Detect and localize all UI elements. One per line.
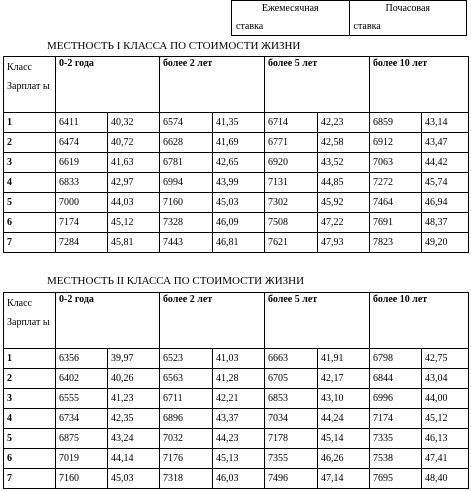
hourly-rate-cell: 45,03 [213, 193, 265, 213]
header-tenure-3: более 5 лет [265, 293, 370, 349]
hourly-rate-cell: 47,93 [318, 233, 370, 253]
monthly-rate-cell: 6798 [370, 349, 422, 369]
salary-class-number: 7 [4, 233, 56, 253]
monthly-rate-cell: 7508 [265, 213, 318, 233]
table-row [4, 469, 469, 489]
table-row [4, 389, 469, 409]
legend-monthly-rate [232, 1, 349, 35]
table-row [4, 233, 469, 253]
hourly-rate-cell: 43,37 [213, 409, 265, 429]
monthly-rate-cell: 6563 [160, 369, 213, 389]
legend-hourly-label: Почасовая [385, 3, 430, 14]
monthly-rate-cell: 7174 [56, 213, 108, 233]
header-tenure-4: более 10 лет [370, 293, 469, 349]
monthly-rate-cell: 7063 [370, 153, 422, 173]
monthly-rate-cell: 6619 [56, 153, 108, 173]
monthly-rate-cell: 7176 [160, 449, 213, 469]
table-row [4, 133, 469, 153]
salary-class-number: 3 [4, 153, 56, 173]
section-title: МЕСТНОСТЬ II КЛАССА ПО СТОИМОСТИ ЖИЗНИ [47, 275, 305, 287]
hourly-rate-cell: 48,37 [422, 213, 469, 233]
hourly-rate-cell: 41,35 [213, 113, 265, 133]
hourly-rate-cell: 49,20 [422, 233, 469, 253]
hourly-rate-cell: 42,35 [108, 409, 160, 429]
hourly-rate-cell: 41,69 [213, 133, 265, 153]
hourly-rate-cell: 45,13 [213, 449, 265, 469]
salary-class-number: 6 [4, 213, 56, 233]
monthly-rate-cell: 7823 [370, 233, 422, 253]
monthly-rate-cell: 7032 [160, 429, 213, 449]
header-tenure-1: 0-2 года [56, 57, 160, 113]
hourly-rate-cell: 40,72 [108, 133, 160, 153]
table-row [4, 369, 469, 389]
monthly-rate-cell: 7318 [160, 469, 213, 489]
salary-class-number: 4 [4, 409, 56, 429]
monthly-rate-cell: 6771 [265, 133, 318, 153]
salary-class-number: 2 [4, 369, 56, 389]
monthly-rate-cell: 6474 [56, 133, 108, 153]
hourly-rate-cell: 41,28 [213, 369, 265, 389]
header-tenure-2: более 2 лет [160, 293, 265, 349]
hourly-rate-cell: 43,14 [422, 113, 469, 133]
hourly-rate-cell: 43,04 [422, 369, 469, 389]
header-row [4, 57, 469, 113]
monthly-rate-cell: 6356 [56, 349, 108, 369]
hourly-rate-cell: 45,81 [108, 233, 160, 253]
monthly-rate-cell: 7538 [370, 449, 422, 469]
hourly-rate-cell: 42,17 [318, 369, 370, 389]
salary-class-number: 7 [4, 469, 56, 489]
monthly-rate-cell: 6996 [370, 389, 422, 409]
monthly-rate-cell: 6833 [56, 173, 108, 193]
salary-class-number: 3 [4, 389, 56, 409]
header-tenure-3: более 5 лет [265, 57, 370, 113]
hourly-rate-cell: 45,74 [422, 173, 469, 193]
monthly-rate-cell: 6523 [160, 349, 213, 369]
hourly-rate-cell: 45,14 [318, 429, 370, 449]
monthly-rate-cell: 7328 [160, 213, 213, 233]
monthly-rate-cell: 7284 [56, 233, 108, 253]
header-row [4, 293, 469, 349]
table-row [4, 113, 469, 133]
header-salary-class: Класс Зарплат ы [4, 57, 56, 113]
monthly-rate-cell: 6859 [370, 113, 422, 133]
hourly-rate-cell: 44,14 [108, 449, 160, 469]
hourly-rate-cell: 41,03 [213, 349, 265, 369]
hourly-rate-cell: 43,99 [213, 173, 265, 193]
legend-hourly-rate [349, 1, 467, 35]
hourly-rate-cell: 41,63 [108, 153, 160, 173]
header-tenure-2: более 2 лет [160, 57, 265, 113]
hourly-rate-cell: 43,10 [318, 389, 370, 409]
monthly-rate-cell: 7034 [265, 409, 318, 429]
hourly-rate-cell: 42,97 [108, 173, 160, 193]
hourly-rate-cell: 44,00 [422, 389, 469, 409]
hourly-rate-cell: 47,14 [318, 469, 370, 489]
table-row [4, 409, 469, 429]
hourly-rate-cell: 44,03 [108, 193, 160, 213]
monthly-rate-cell: 6920 [265, 153, 318, 173]
hourly-rate-cell: 41,23 [108, 389, 160, 409]
monthly-rate-cell: 7272 [370, 173, 422, 193]
monthly-rate-cell: 6402 [56, 369, 108, 389]
salary-class-number: 5 [4, 429, 56, 449]
hourly-rate-cell: 39,97 [108, 349, 160, 369]
monthly-rate-cell: 6555 [56, 389, 108, 409]
hourly-rate-cell: 46,03 [213, 469, 265, 489]
monthly-rate-cell: 6705 [265, 369, 318, 389]
hourly-rate-cell: 45,03 [108, 469, 160, 489]
table-row [4, 449, 469, 469]
table-row [4, 153, 469, 173]
table-row [4, 429, 469, 449]
legend-hourly-label-2: ставка [353, 21, 381, 32]
hourly-rate-cell: 43,24 [108, 429, 160, 449]
monthly-rate-cell: 7302 [265, 193, 318, 213]
hourly-rate-cell: 46,81 [213, 233, 265, 253]
hourly-rate-cell: 48,40 [422, 469, 469, 489]
monthly-rate-cell: 7160 [56, 469, 108, 489]
monthly-rate-cell: 6994 [160, 173, 213, 193]
hourly-rate-cell: 40,32 [108, 113, 160, 133]
hourly-rate-cell: 46,13 [422, 429, 469, 449]
monthly-rate-cell: 7621 [265, 233, 318, 253]
hourly-rate-cell: 42,58 [318, 133, 370, 153]
header-tenure-1: 0-2 года [56, 293, 160, 349]
section-title: МЕСТНОСТЬ I КЛАССА ПО СТОИМОСТИ ЖИЗНИ [47, 40, 301, 52]
header-tenure-4: более 10 лет [370, 57, 469, 113]
legend-monthly-label-2: ставка [236, 21, 264, 32]
salary-class-number: 2 [4, 133, 56, 153]
hourly-rate-cell: 42,23 [318, 113, 370, 133]
hourly-rate-cell: 46,26 [318, 449, 370, 469]
monthly-rate-cell: 7131 [265, 173, 318, 193]
monthly-rate-cell: 6714 [265, 113, 318, 133]
monthly-rate-cell: 6574 [160, 113, 213, 133]
salary-class-number: 5 [4, 193, 56, 213]
salary-table-class-2 [3, 292, 469, 489]
salary-class-number: 6 [4, 449, 56, 469]
monthly-rate-cell: 7695 [370, 469, 422, 489]
monthly-rate-cell: 6628 [160, 133, 213, 153]
hourly-rate-cell: 44,42 [422, 153, 469, 173]
hourly-rate-cell: 42,65 [213, 153, 265, 173]
hourly-rate-cell: 40,26 [108, 369, 160, 389]
monthly-rate-cell: 7019 [56, 449, 108, 469]
monthly-rate-cell: 6896 [160, 409, 213, 429]
hourly-rate-cell: 43,52 [318, 153, 370, 173]
hourly-rate-cell: 41,91 [318, 349, 370, 369]
hourly-rate-cell: 47,41 [422, 449, 469, 469]
table-row [4, 193, 469, 213]
monthly-rate-cell: 6912 [370, 133, 422, 153]
monthly-rate-cell: 6853 [265, 389, 318, 409]
monthly-rate-cell: 6411 [56, 113, 108, 133]
table-row [4, 173, 469, 193]
monthly-rate-cell: 7178 [265, 429, 318, 449]
monthly-rate-cell: 7355 [265, 449, 318, 469]
hourly-rate-cell: 44,85 [318, 173, 370, 193]
hourly-rate-cell: 45,12 [108, 213, 160, 233]
monthly-rate-cell: 7691 [370, 213, 422, 233]
salary-class-number: 4 [4, 173, 56, 193]
hourly-rate-cell: 42,21 [213, 389, 265, 409]
monthly-rate-cell: 7335 [370, 429, 422, 449]
table-row [4, 349, 469, 369]
hourly-rate-cell: 45,12 [422, 409, 469, 429]
salary-table-class-1 [3, 56, 469, 253]
monthly-rate-cell: 7160 [160, 193, 213, 213]
salary-class-number: 1 [4, 349, 56, 369]
monthly-rate-cell: 6781 [160, 153, 213, 173]
monthly-rate-cell: 7000 [56, 193, 108, 213]
hourly-rate-cell: 44,23 [213, 429, 265, 449]
monthly-rate-cell: 7443 [160, 233, 213, 253]
hourly-rate-cell: 43,47 [422, 133, 469, 153]
hourly-rate-cell: 42,75 [422, 349, 469, 369]
monthly-rate-cell: 7174 [370, 409, 422, 429]
salary-class-number: 1 [4, 113, 56, 133]
hourly-rate-cell: 47,22 [318, 213, 370, 233]
hourly-rate-cell: 46,09 [213, 213, 265, 233]
monthly-rate-cell: 7496 [265, 469, 318, 489]
monthly-rate-cell: 6663 [265, 349, 318, 369]
header-salary-class: Класс Зарплат ы [4, 293, 56, 349]
monthly-rate-cell: 6711 [160, 389, 213, 409]
monthly-rate-cell: 6875 [56, 429, 108, 449]
table-row [4, 213, 469, 233]
legend-monthly-label: Ежемесячная [261, 3, 319, 14]
monthly-rate-cell: 7464 [370, 193, 422, 213]
rate-legend [231, 0, 467, 36]
hourly-rate-cell: 46,94 [422, 193, 469, 213]
hourly-rate-cell: 45,92 [318, 193, 370, 213]
monthly-rate-cell: 6844 [370, 369, 422, 389]
hourly-rate-cell: 44,24 [318, 409, 370, 429]
monthly-rate-cell: 6734 [56, 409, 108, 429]
